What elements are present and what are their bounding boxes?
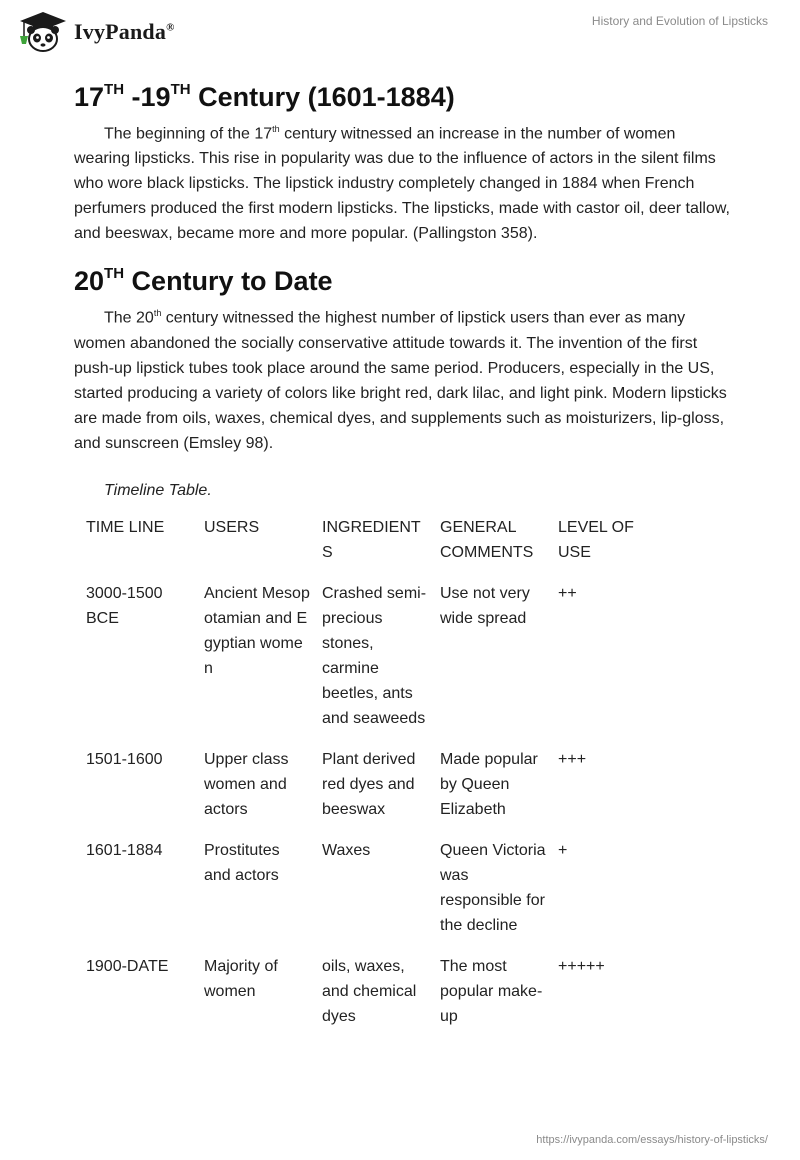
table-caption: Timeline Table.	[104, 481, 212, 499]
table-cell: Ancient Mesopotamian and Egyptian women	[204, 584, 310, 677]
table-cell: Prostitutes and actors	[204, 841, 280, 884]
table-cell: +++++	[558, 957, 605, 975]
table-cell: The most popular make-up	[440, 957, 543, 1025]
table-cell: ++	[558, 584, 577, 602]
table-cell: Crashed semi-precious stones, carmine beetles, ants and seaweeds	[322, 584, 427, 727]
section-heading-17th-19th-century: 17TH -19TH Century (1601-1884)	[74, 81, 455, 112]
table-header-row	[80, 515, 642, 581]
footer-source-link[interactable]: https://ivypanda.com/essays/history-of-lipsticks/	[536, 1134, 768, 1146]
table-cell: 3000-1500 BCE	[86, 584, 163, 627]
table-cell: oils, waxes, and chemical dyes	[322, 957, 417, 1025]
logo-wordmark: IvyPanda®	[74, 19, 175, 44]
table-cell: Plant derived red dyes and beeswax	[322, 750, 416, 818]
table-cell: Queen Victoria was responsible for the decline	[440, 841, 546, 934]
column-header: GENERAL COMMENTS	[440, 518, 534, 561]
panda-graduate-icon	[14, 10, 72, 54]
table-row	[80, 954, 642, 1045]
table-row	[80, 747, 642, 838]
section-heading-20th-century: 20TH Century to Date	[74, 265, 333, 297]
paragraph-17th-century: The beginning of the 17th century witnessed an increase in the number of women wearing lipsticks. This rise in popularity was due to the influence of actors in the silent films who wore black lipsticks. The lipstick industry completely changed in 1884 when French perfumers produced the first modern lipsticks. The lipsticks, made with castor oil, deer tallow, and beeswax, became more and more popular. (Pallingston 358).	[74, 124, 730, 243]
table-cell: 1501-1600	[86, 750, 163, 768]
article-body	[74, 70, 734, 1045]
table-cell: +++	[558, 750, 587, 768]
column-header: TIME LINE	[86, 518, 165, 536]
table-cell: +	[558, 841, 568, 859]
column-header: LEVEL OF USE	[558, 518, 634, 561]
site-logo[interactable]	[14, 10, 175, 54]
table-cell: Upper class women and actors	[204, 750, 289, 818]
paragraph-20th-century: The 20th century witnessed the highest number of lipstick users than ever as many women abandoned the socially conservative attitude towards it. The invention of the first push-up lipstick tubes took place around the same period. Producers, especially in the US, started producing a variety of colors like bright red, dark lilac, and light pink. Modern lipsticks are made from oils, waxes, chemical dyes, and supplements such as moisturizers, lip-gloss, and sunscreen (Emsley 98).	[74, 308, 727, 452]
table-cell: 1900-DATE	[86, 957, 169, 975]
table-cell: Use not very wide spread	[440, 584, 530, 627]
table-cell: 1601-1884	[86, 841, 163, 859]
column-header: INGREDIENTS	[322, 518, 421, 561]
column-header: USERS	[204, 518, 260, 536]
timeline-table	[80, 515, 642, 1045]
document-title-header: History and Evolution of Lipsticks	[591, 14, 768, 28]
table-cell: Made popular by Queen Elizabeth	[440, 750, 538, 818]
table-cell: Majority of women	[204, 957, 278, 1000]
table-cell: Waxes	[322, 841, 371, 859]
table-row	[80, 581, 642, 747]
table-row	[80, 838, 642, 954]
